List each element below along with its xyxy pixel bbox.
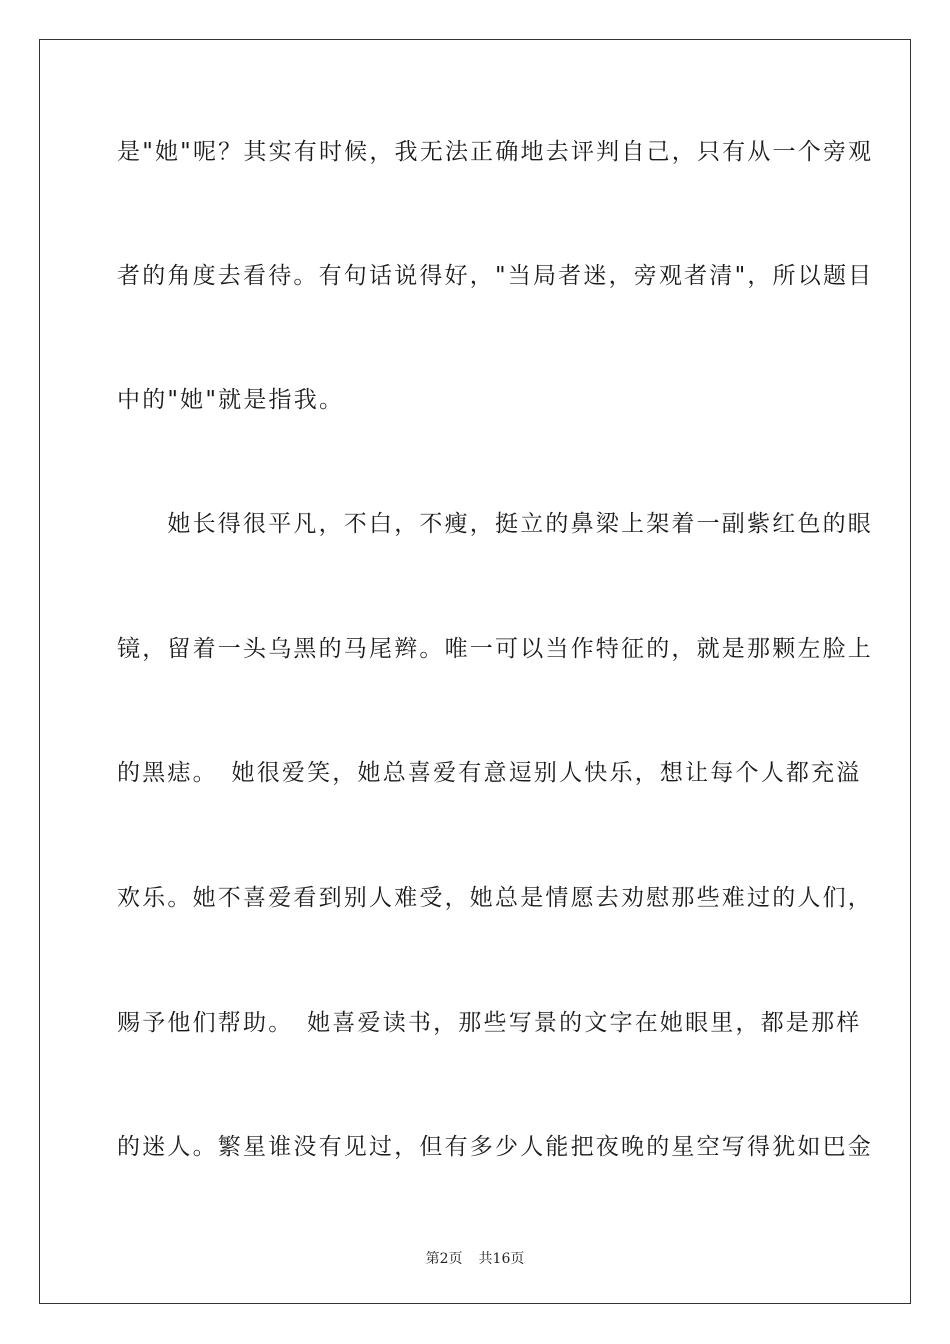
text-line: 中的"她"就是指我。 (117, 387, 345, 413)
text-line: 的黑痣。 她很爱笑，她总喜爱有意逗别人快乐，想让每个人都充溢 (117, 760, 862, 786)
text-line: 是"她"呢？其实有时候，我无法正确地去评判自己，只有从一个旁观 (117, 139, 874, 165)
text-line: 镜，留着一头乌黑的马尾辫。唯一可以当作特征的，就是那颗左脸上 (117, 636, 873, 662)
page-frame (39, 39, 911, 1304)
text-line: 者的角度去看待。有句话说得好，"当局者迷，旁观者清"，所以题目 (117, 263, 874, 289)
text-line: 她长得很平凡，不白，不瘦，挺立的鼻梁上架着一副紫红色的眼 (117, 511, 873, 537)
text-line: 欢乐。她不喜爱看到别人难受，她总是情愿去劝慰那些难过的人们， (117, 885, 873, 911)
text-line: 赐予他们帮助。 她喜爱读书，那些写景的文字在她眼里，都是那样 (117, 1010, 862, 1036)
page-footer (0, 1248, 950, 1268)
page-number: 第2页 (425, 1251, 463, 1267)
page-total: 共16页 (478, 1251, 525, 1267)
text-line: 的迷人。繁星谁没有见过，但有多少人能把夜晚的星空写得犹如巴金 (117, 1134, 873, 1160)
